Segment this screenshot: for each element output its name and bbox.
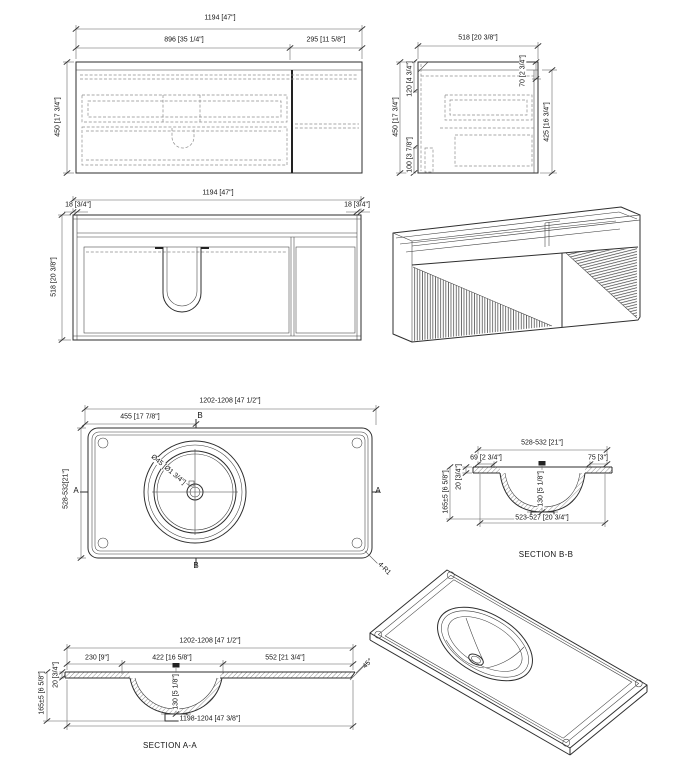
section-bb-bowl-depth-dim: 130 [5 1/8"] xyxy=(537,471,545,507)
front-view-drawing xyxy=(76,62,362,173)
top-view-edge-right-dim: 18 [3/4"] xyxy=(344,201,370,209)
section-aa-edge-angle-note: 45° xyxy=(361,657,375,671)
front-total-width-dim: 1194 [47"] xyxy=(204,14,236,22)
top-view-width-dim: 1194 [47"] xyxy=(202,189,234,197)
side-bottom-inset-dim: 100 [3 7/8"] xyxy=(406,137,414,173)
side-top-rail-dim: 70 [2 3/4"] xyxy=(519,55,527,87)
section-aa-total-height-dim: 165±5 [6 5/8"] xyxy=(38,671,46,715)
section-aa-seg-right-dim: 552 [21 3/4"] xyxy=(265,654,305,662)
section-aa-drawing xyxy=(65,672,355,721)
counter-drain-diameter-dim: Ø45 [Ø1 3/4"] xyxy=(149,453,187,487)
top-view-drawing xyxy=(73,215,361,340)
section-marker-a-left: A xyxy=(73,485,79,495)
section-marker-a-right: A xyxy=(375,485,381,495)
section-aa-seg-left-dim: 230 [9"] xyxy=(85,654,109,662)
front-left-width-dim: 896 [35 1/4"] xyxy=(164,36,204,44)
section-aa-bottom-width-dim: 1198-1204 [47 3/8"] xyxy=(179,715,241,723)
section-bb-thickness-dim: 20 [3/4"] xyxy=(455,464,463,490)
counter-width-dim: 1202-1208 [47 1/2"] xyxy=(199,397,261,405)
section-aa-seg-mid-dim: 422 [16 5/8"] xyxy=(152,654,192,662)
section-aa-bowl-depth-dim: 130 [5 1/8"] xyxy=(172,674,180,710)
counter-corner-radius-note: 4-R1 xyxy=(376,561,392,577)
countertop-3d-view xyxy=(370,570,647,755)
top-view-dimension-lines xyxy=(58,196,370,343)
front-height-dim: 450 [17 3/4"] xyxy=(54,97,62,137)
section-marker-b-bottom: B xyxy=(193,560,199,570)
counter-sink-center-dim: 455 [17 7/8"] xyxy=(120,413,160,421)
section-bb-right-offset-dim: 75 [3"] xyxy=(588,454,608,462)
counter-depth-dim: 528-532[21"] xyxy=(62,469,70,509)
side-height-dim: 450 [17 3/4"] xyxy=(392,97,400,137)
section-bb-left-offset-dim: 69 [2 3/4"] xyxy=(470,454,502,462)
side-depth-dim: 518 [20 3/8"] xyxy=(458,34,498,42)
section-bb-total-height-dim: 165±5 [6 5/8"] xyxy=(442,470,450,514)
side-top-inset-dim: 120 [4 3/4"] xyxy=(406,61,414,97)
section-aa-top-width-dim: 1202-1208 [47 1/2"] xyxy=(179,637,241,645)
side-inner-height-dim: 425 [16 3/4"] xyxy=(543,102,551,142)
section-bb-top-width-dim: 528-532 [21"] xyxy=(521,439,563,447)
section-bb-title: SECTION B-B xyxy=(518,549,574,559)
front-view-dimension-lines xyxy=(63,25,365,176)
section-marker-b-top: B xyxy=(197,410,203,420)
section-aa-title: SECTION A-A xyxy=(143,740,197,750)
top-view-edge-left-dim: 18 [3/4"] xyxy=(65,201,91,209)
section-aa-thickness-dim: 20 [3/4"] xyxy=(52,662,60,688)
top-view-depth-dim: 518 [20 3/8"] xyxy=(50,257,58,297)
countertop-top-view-drawing xyxy=(80,419,380,567)
cabinet-3d-view xyxy=(393,207,640,342)
section-bb-bottom-width-dim: 523-527 [20 3/4"] xyxy=(515,514,569,522)
front-right-width-dim: 295 [11 5/8"] xyxy=(306,36,346,44)
